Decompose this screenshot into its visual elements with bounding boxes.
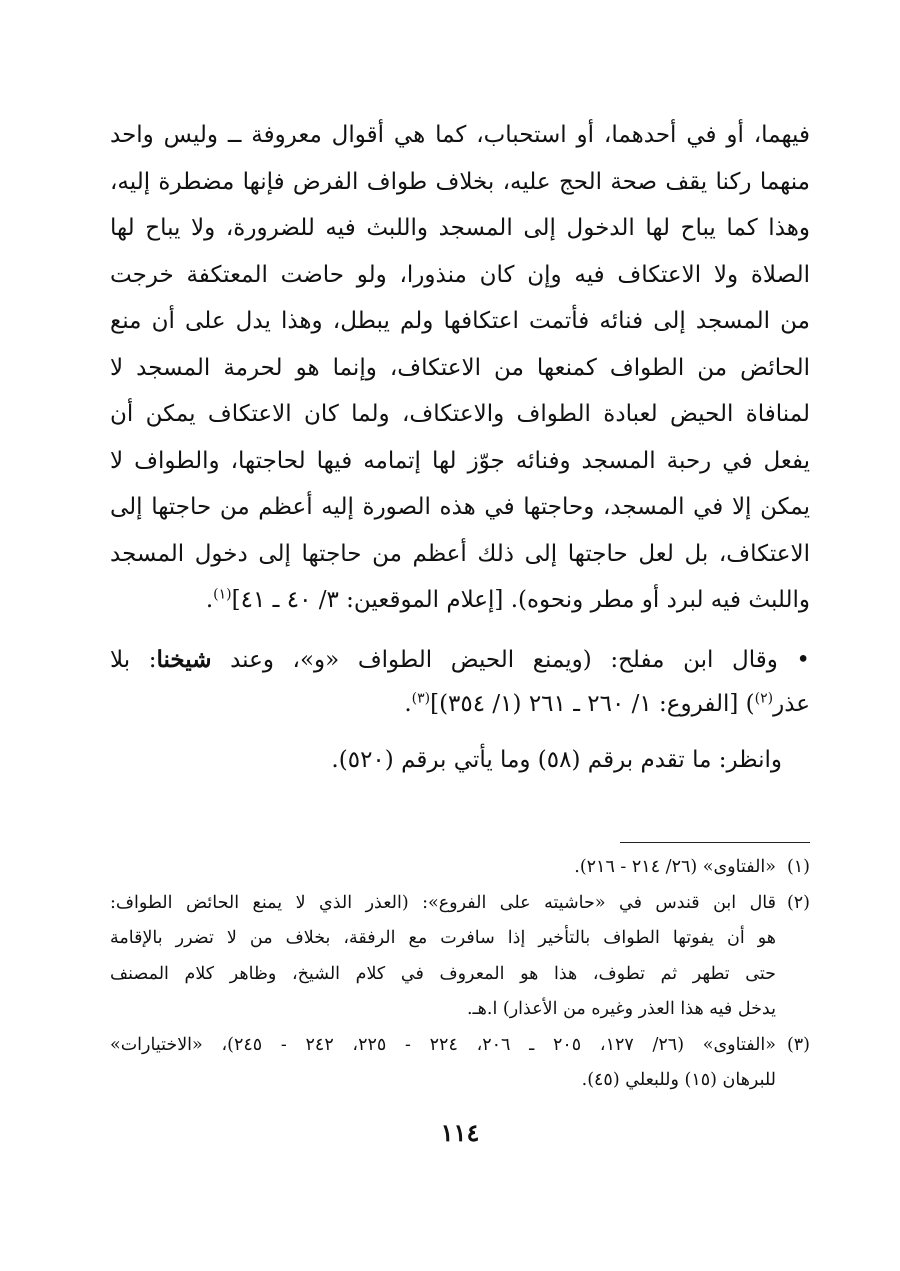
citation-text: ) [الفروع: ١/ ٢٦٠ ـ ٢٦١ (١/ ٣٥٤)] [430,690,755,717]
text-line: فيهما، أو في أحدهما، أو استحباب، كما هي أقوال معروفة ــ وليس واحد [110,122,810,148]
text-line-last [110,577,810,624]
line-end: . [205,587,214,613]
text-line [110,638,810,682]
text-line: الاعتكاف، بل لعل حاجتها إلى ذلك أعظم من حاجتها إلى دخول المسجد [110,540,810,567]
footnote-body [110,886,776,1028]
footnote-line: حتى تطهر ثم تطوف، هذا هو المعروف في كلام الشيخ، وظاهر كلام المصنف [110,963,776,984]
footnote-line: «الفتاوى» (٢٦/ ١٢٧، ٢٠٥ ـ ٢٠٦، ٢٢٤ - ٢٢٥، ٢٤٢ - ٢٤٥)، «الاختيارات» [110,1034,776,1055]
text-line: يمكن إلا في المسجد، وحاجتها في هذه الصورة إليه أعظم من حاجتها إلى [110,494,810,520]
footnote-2 [110,886,810,1028]
footnote-number: (٢) [786,892,810,913]
footnote-number: (٣) [786,1034,810,1055]
footnote-body [110,1028,776,1099]
line-end: . [404,690,412,717]
footnote-number: (١) [786,857,810,877]
footnote-ref-2: (٢) [754,689,774,706]
bullet-icon: • [796,646,810,673]
footnote-line: للبرهان (١٥) وللبعلي (٤٥). [581,1070,776,1090]
ibn-muflih-paragraph [110,638,810,726]
text-line-last [110,682,810,726]
footnote-line: يدخل فيه هذا العذر وغيره من الأعذار) ا.هـ. [466,999,776,1019]
text-line: وهذا كما يباح لها الدخول إلى المسجد واللبث فيه للضرورة، ولا يباح لها [110,215,810,241]
text-line: يفعل في رحبة المسجد وفنائه جوّز لها إتمامه فيها لحاجتها، والطواف لا [110,447,810,474]
text-line: الصلاة ولا الاعتكاف فيه وإن كان منذورا، ولو حاضت المعتكفة خرجت [110,261,810,288]
footnote-body [110,850,776,886]
page-number: ١١٤ [440,1118,480,1147]
footnote-1 [110,850,810,886]
footnote-3 [110,1028,810,1099]
book-page [110,112,810,1232]
footnote-line: «الفتاوى» (٢٦/ ٢١٤ - ٢١٦). [574,857,776,877]
footnote-line: قال ابن قندس في «حاشيته على الفروع»: (العذر الذي لا يمنع الحائض الطواف: [110,892,776,913]
footnote-line: هو أن يفوتها الطواف بالتأخير إذا سافرت مع الرفقة، بخلاف من لا تضرر بالإقامة [110,928,776,948]
quote-text-end: : بلا [110,646,157,673]
see-also-line: وانظر: ما تقدم برقم (٥٨) وما يأتي برقم (٥٢٠). [331,746,782,773]
bold-term: شيخنا [156,645,212,673]
main-paragraph [110,112,810,624]
footnote-separator [620,842,810,843]
text-line: الحائض من الطواف كمنعها من الاعتكاف، وإنما هو لحرمة المسجد لا [110,354,810,381]
footnote-ref-3: (٣) [411,689,431,706]
text-line: لمنافاة الحيض لعبادة الطواف والاعتكاف، ولما كان الاعتكاف يمكن أن [110,401,810,427]
text-line: منهما ركنا يقف صحة الحج عليه، بخلاف طواف الفرض فإنها مضطرة إليه، [110,168,810,195]
quote-word: عذر [773,690,810,717]
footnotes-section [110,850,810,1099]
text-line: من المسجد إلى فنائه فأتمت اعتكافها ولم يبطل، وهذا يدل على أن منع [110,308,810,334]
citation-text: واللبث فيه لبرد أو مطر ونحوه). [إعلام الموقعين: ٣/ ٤٠ ـ ٤١] [231,587,810,613]
quote-text: وقال ابن مفلح: (ويمنع الحيض الطواف «و»، وعند [211,646,797,673]
footnote-ref-1: (١) [213,586,232,603]
